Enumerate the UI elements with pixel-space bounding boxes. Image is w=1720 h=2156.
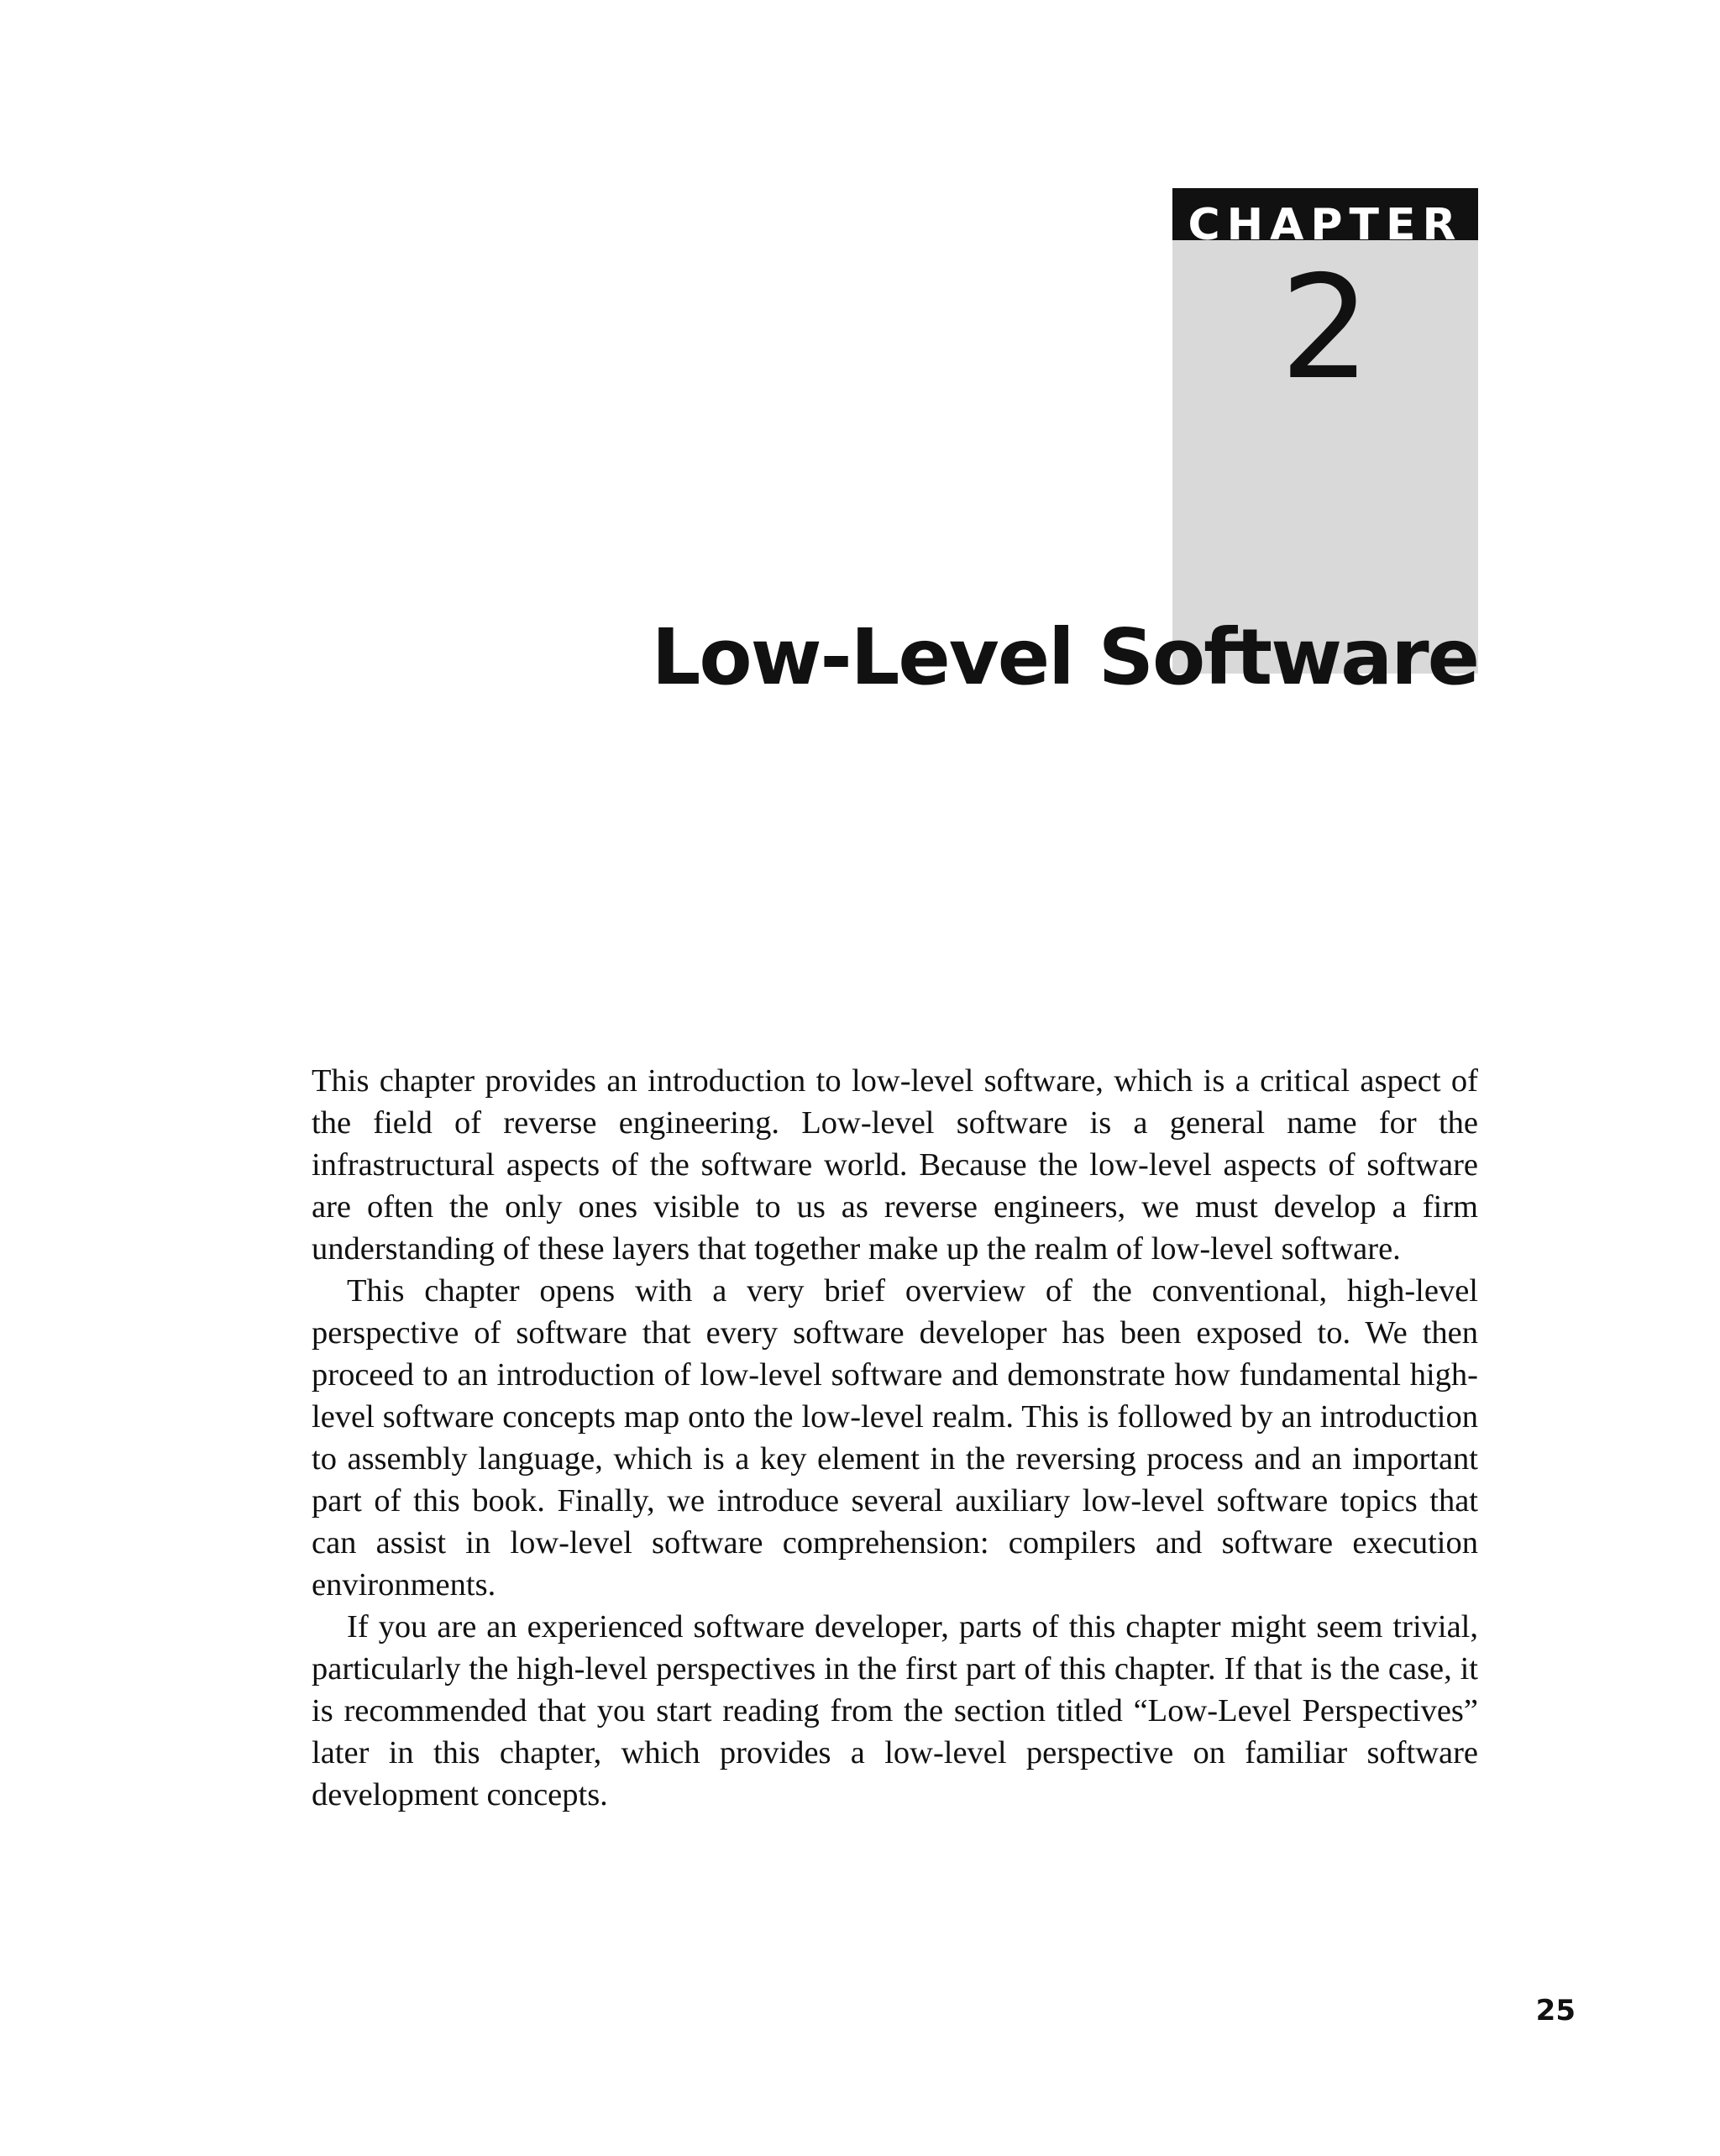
intro-paragraph-2: This chapter opens with a very brief overview of the conventional, high-level perspective of software that every software developer has been exposed to. We then proceed to an introduction of low-level software and demonstrate how fundamental high-level software concepts map onto the low-level realm. This is followed by an introduction to assembly language, which is a key element in the reversing process and an important part of this book. Finally, we introduce several auxiliary low-level software topics that can assist in low-level software comprehension: compilers and software execution environments. (312, 1273, 1478, 1603)
chapter-number: 2 (1279, 245, 1371, 412)
intro-paragraph-1: This chapter provides an introduction to low-level software, which is a critical aspect of the field of reverse engineering. Low-level software is a general name for the infrastructural aspects of the software world. Because the low-level aspects of software are often the only ones visible to us as reverse engineers, we must develop a firm understanding of these layers that together make up the realm of low-level software. (312, 1063, 1478, 1267)
chapter-title: Low-Level Software (651, 612, 1478, 702)
chapter-intro (312, 1060, 1478, 1816)
chapter-number-box (1172, 188, 1478, 674)
page-number: 25 (1535, 1994, 1576, 2027)
intro-paragraph-3: If you are an experienced software developer, parts of this chapter might seem trivial, particularly the high-level perspectives in the first part of this chapter. If that is the case, it is recommended that you start reading from the section titled “Low-Level Perspectives” later in this chapter, which provides a low-level perspective on familiar software development concepts. (312, 1609, 1478, 1812)
chapter-label: CHAPTER (1188, 200, 1463, 240)
chapter-label-band (1172, 188, 1478, 240)
